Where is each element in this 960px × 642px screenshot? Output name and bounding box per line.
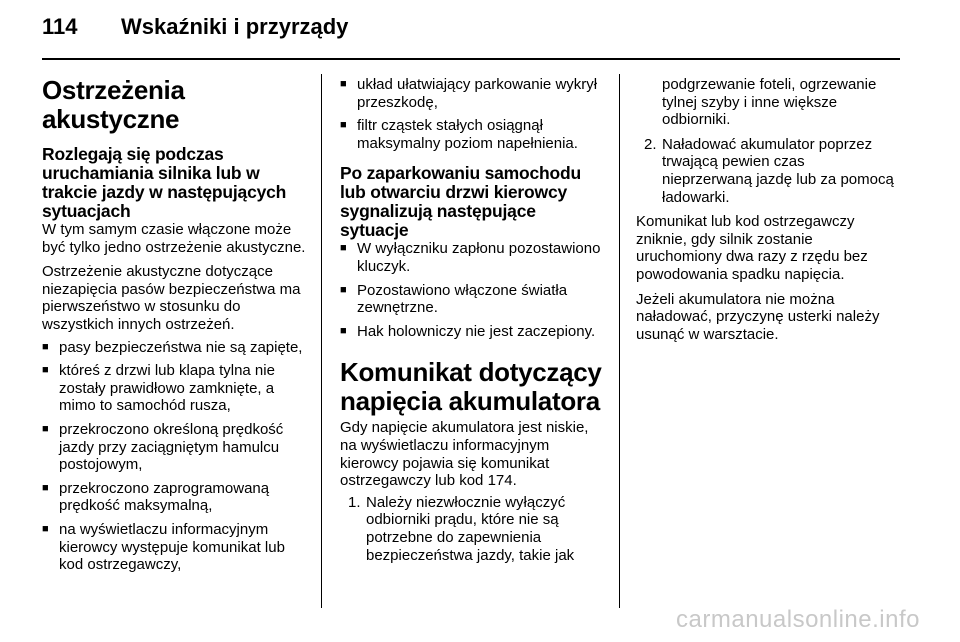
- list-item: [340, 494, 604, 564]
- step-number: 1.: [348, 493, 361, 511]
- list-item: ■ Hak holowniczy nie jest zaczepiony.: [340, 323, 604, 341]
- list-item: ■ przekroczono określoną prędkość jazdy przy zaciągniętym hamulcu postojowym,: [42, 421, 310, 474]
- paragraph: W tym samym czasie włączone może być tylko jedno ostrzeżenie akustyczne.: [42, 221, 306, 256]
- list-item: ■ układ ułatwiający parkowanie wykrył przeszkodę,: [340, 76, 604, 111]
- watermark: carmanualsonline.info: [676, 606, 920, 633]
- page-header-title: Wskaźniki i przyrządy: [121, 14, 349, 39]
- header-rule: [42, 58, 900, 60]
- list-item: ■ Pozostawiono włączone światła zewnętrzne.: [340, 282, 604, 317]
- step-number: 2.: [644, 135, 657, 153]
- list-item: [636, 136, 898, 206]
- list-item: ■ W wyłączniku zapłonu pozostawiono kluczyk.: [340, 240, 604, 275]
- subsection-heading: Rozlegają się podczas uruchamiania silnika lub w trakcie jazdy w następujących sytuacjach: [42, 144, 287, 221]
- column-3: [636, 70, 898, 343]
- column-1: [42, 70, 310, 574]
- page-number: 114: [42, 14, 78, 39]
- column-2: [340, 70, 604, 564]
- column-divider: [321, 74, 322, 608]
- list-item: ■ filtr cząstek stałych osiągnął maksymalny poziom napełnienia.: [340, 117, 604, 152]
- paragraph: Komunikat lub kod ostrzegawczy zniknie, gdy silnik zostanie uruchomiony dwa razy z rzędu bez powodowania spadku napięcia.: [636, 213, 868, 283]
- step-text: Naładować akumulator poprzez trwającą pewien czas nieprzerwaną jazdę lub za pomocą ładowarki.: [662, 135, 894, 206]
- list-item: ■ przekroczono zaprogramowaną prędkość maksymalną,: [42, 480, 310, 515]
- paragraph: Jeżeli akumulatora nie można naładować, przyczynę usterki należy usunąć w warsztacie.: [636, 290, 880, 343]
- paragraph: Ostrzeżenie akustyczne dotyczące niezapięcia pasów bezpieczeństwa ma pierwszeństwo w stosunku do wszystkich innych ostrzeżeń.: [42, 263, 301, 333]
- list-item: ■ pasy bezpieczeństwa nie są zapięte,: [42, 339, 310, 357]
- numbered-list: [636, 136, 898, 206]
- list-item: ■ któreś z drzwi lub klapa tylna nie zostały prawidłowo zamknięte, a mimo to samochód rusza,: [42, 362, 310, 415]
- section-heading: Ostrzeżenia akustyczne: [42, 75, 185, 134]
- bullet-list: [42, 339, 310, 574]
- section-heading: Komunikat dotyczący napięcia akumulatora: [340, 357, 602, 417]
- paragraph: Gdy napięcie akumulatora jest niskie, na wyświetlaczu informacyjnym kierowcy pojawia się komunikat ostrzegawczy lub kod 174.: [340, 419, 589, 490]
- list-item: ■ na wyświetlaczu informacyjnym kierowcy występuje komunikat lub kod ostrzegawczy,: [42, 521, 310, 574]
- numbered-list: [340, 494, 604, 564]
- step-continuation: podgrzewanie foteli, ogrzewanie tylnej szyby i inne większe odbiorniki.: [662, 76, 877, 129]
- subsection-heading: Po zaparkowaniu samochodu lub otwarciu drzwi kierowcy sygnalizują następujące sytuacje: [340, 163, 582, 241]
- column-divider: [619, 74, 620, 608]
- bullet-list: [340, 76, 604, 152]
- step-text: Należy niezwłocznie wyłączyć odbiorniki prądu, które nie są potrzebne do zapewnienia bezpieczeństwa jazdy, takie jak: [366, 493, 575, 564]
- bullet-list: [340, 240, 604, 340]
